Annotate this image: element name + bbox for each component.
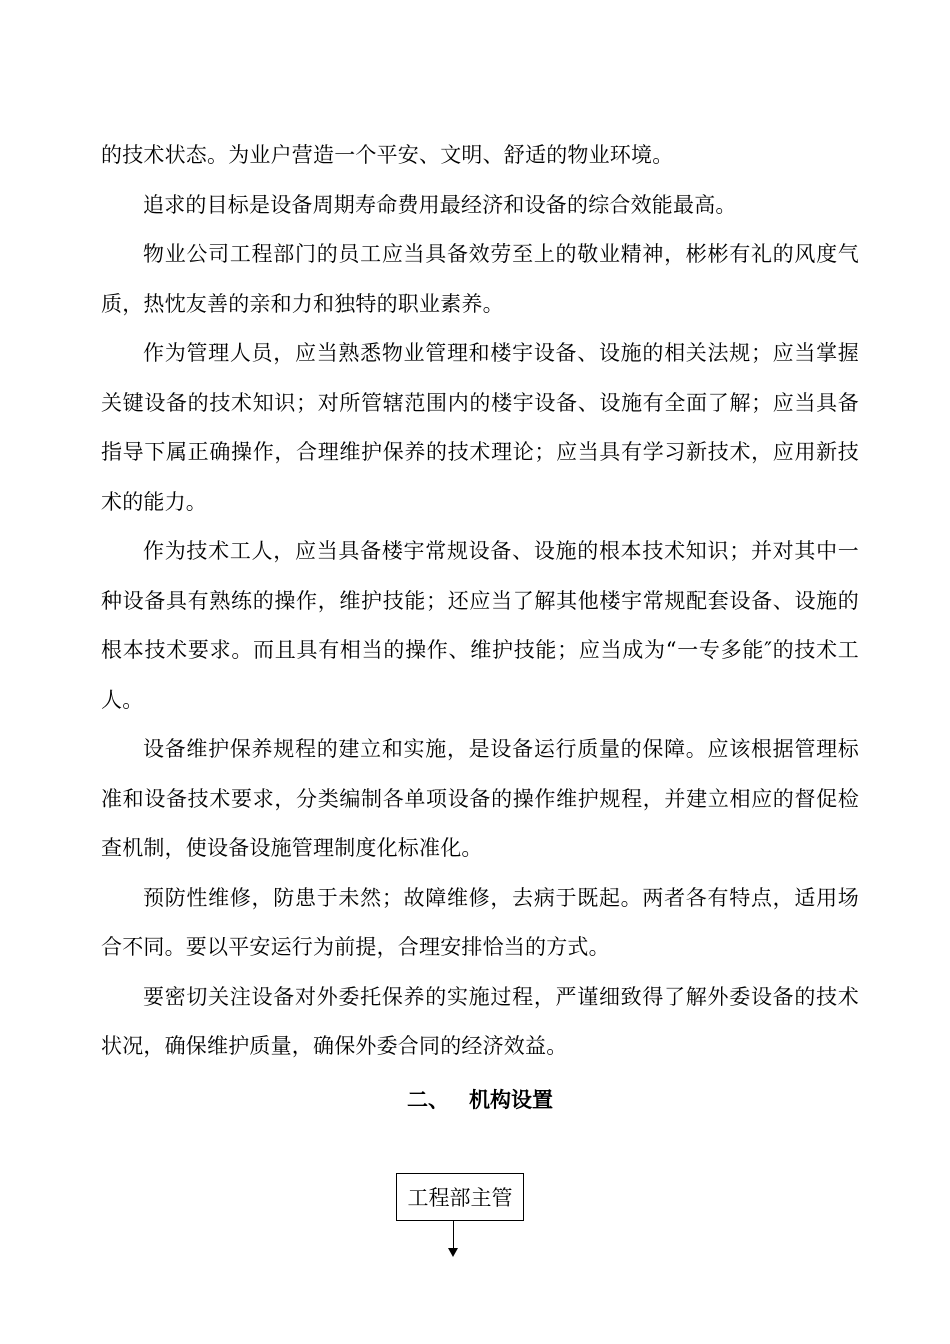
arrow-down-icon bbox=[448, 1248, 458, 1257]
paragraph-8: 要密切关注设备对外委托保养的实施过程，严谨细致得了解外委设备的技术状况，确保维护质量，确保外委合同的经济效益。 bbox=[101, 984, 859, 1058]
paragraph-2: 追求的目标是设备周期寿命费用最经济和设备的综合效能最高。 bbox=[143, 192, 737, 217]
paragraph-6: 设备维护保养规程的建立和实施，是设备运行质量的保障。应该根据管理标准和设备技术要求，分类编制各单项设备的操作维护规程，并建立相应的督促检查机制，使设备设施管理制度化标准化。 bbox=[101, 737, 859, 860]
paragraph-5: 作为技术工人，应当具备楼宇常规设备、设施的根本技术知识；并对其中一种设备具有熟练的操作，维护技能；还应当了解其他楼宇常规配套设备、设施的根本技术要求。而且具有相当的操作、维护技能；应当成为“一专多能″的技术工人。 bbox=[101, 539, 859, 712]
paragraph-7: 预防性维修，防患于未然；故障维修，去病于既起。两者各有特点，适用场合不同。要以平安运行为前提，合理安排恰当的方式。 bbox=[101, 885, 859, 959]
org-chart-node-engineering-supervisor: 工程部主管 bbox=[396, 1173, 524, 1221]
paragraph-3: 物业公司工程部门的员工应当具备效劳至上的敬业精神，彬彬有礼的风度气质，热忱友善的亲和力和独特的职业素养。 bbox=[101, 242, 859, 316]
section-heading bbox=[101, 1076, 859, 1125]
paragraph-4: 作为管理人员，应当熟悉物业管理和楼宇设备、设施的相关法规；应当掌握关键设备的技术知识；对所管辖范围内的楼宇设备、设施有全面了解；应当具备指导下属正确操作，合理维护保养的技术理论；应当具有学习新技术，应用新技术的能力。 bbox=[101, 341, 859, 514]
org-chart-connector-line bbox=[453, 1221, 454, 1249]
document-body bbox=[101, 131, 859, 1125]
paragraph-1: 的技术状态。为业户营造一个平安、文明、舒适的物业环境。 bbox=[101, 143, 674, 167]
section-number: 二、 bbox=[407, 1087, 449, 1112]
section-title-text: 机构设置 bbox=[469, 1087, 553, 1112]
